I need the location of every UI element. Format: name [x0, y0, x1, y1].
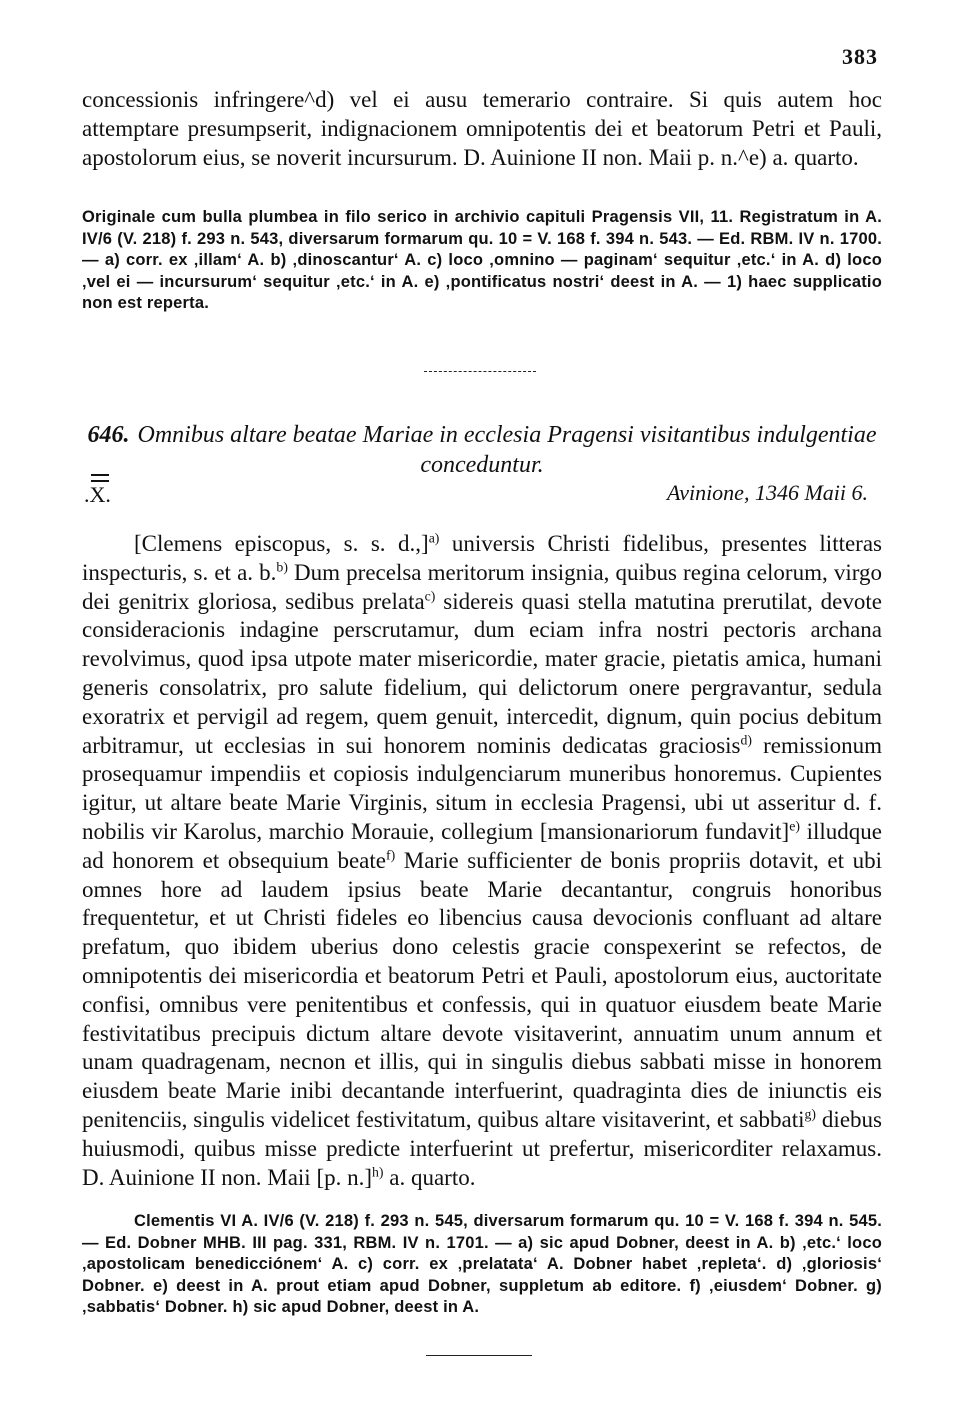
text-segment: remissionum prosequamur impendiis et copiosis indulgenciarum muneribus honoremus. Cupientes igitur, ut altare beate Marie Virginis, situm in ecclesia Pragensi, ubi ut asseritur d. f. nobilis vir Karolus, marchio Morauie, collegium [mansionariorum fundavit] — [82, 732, 882, 844]
previous-document-paragraph: concessionis infringere^d) vel ei ausu temerario contraire. Si quis autem hoc attemptare presumpserit, indignacionem omnipotentis dei et beatorum Petri et Pauli, apostolorum eius, se noverit incursurum. D. Auinione II non. Maii p. n.^e) a. quarto. — [82, 87, 882, 170]
page-number: 383 — [842, 44, 878, 69]
place-date: Avinione, 1346 Maii 6. — [666, 480, 868, 505]
footnote-mark: e) — [789, 818, 800, 834]
previous-document-text — [82, 86, 882, 172]
sigla-bar-icon — [91, 474, 109, 482]
footnote-mark: d) — [740, 731, 753, 747]
text-segment: universis Christi fidelibus, presentes litteras inspecturis, s. et a. b. — [82, 531, 882, 585]
footnote-mark: a) — [428, 530, 440, 546]
section-divider — [424, 371, 536, 372]
text-segment: diebus huiusmodi, quibus misse predicte interfuerint ut prefertur, misericorditer relaxamus. D. Auinione II non. Maii [p. n.] — [82, 1106, 882, 1190]
footnote-mark: g) — [804, 1106, 817, 1122]
document-number: 646. — [87, 422, 130, 448]
footnote-mark: f) — [385, 847, 396, 863]
text-segment: Dum precelsa meritorum insignia, quibus regina celorum, virgo dei genitrix gloriosa, sedibus prelata — [82, 559, 882, 614]
text-segment: [Clemens episcopus, s. s. d.,] — [134, 531, 429, 556]
document-notes — [82, 1211, 882, 1319]
page-end-rule — [426, 1355, 532, 1356]
document-sigla — [84, 474, 111, 508]
previous-document-note: Originale cum bulla plumbea in filo serico in archivio capituli Pragensis VII, 11. Registratum in A. IV/6 (V. 218) f. 293 n. 543, diversarum formarum qu. 10 = V. 168 f. 394 n. 543. — Ed. RBM. IV n. 1700. — a) corr. ex ‚illam‘ A. b) ‚dinoscantur‘ A. c) loco ‚omnino — paginam‘ sequitur ‚etc.‘ in A. d) loco ‚vel ei — incursurum‘ sequitur ‚etc.‘ in A. e) ‚pontificatus nostri‘ deest in A. — 1) haec supplicatio non est reperta. — [82, 208, 882, 312]
document-note: Clementis VI A. IV/6 (V. 218) f. 293 n. 545, diversarum formarum qu. 10 = V. 168 f. 394 n. 545. — Ed. Dobner MHB. III pag. 331, RBM. IV n. 1701. — a) sic apud Dobner, deest in A. b) ‚etc.‘ loco ‚apostolicam benedicciónem‘ A. c) corr. ex ‚prelatata‘ A. Dobner habet ‚repleta‘. d) ‚gloriosis‘ Dobner. e) deest in A. prout etiam apud Dobner, suppletum ab editore. f) ‚eiusdem‘ Dobner. g) ‚sabbatis‘ Dobner. h) sic apud Dobner, deest in A. — [82, 1212, 882, 1316]
document-paragraph — [82, 530, 882, 1192]
footnote-mark: b) — [276, 559, 288, 575]
document-title: Omnibus altare beatae Mariae in ecclesia Pragensi visitantibus indulgentiae conceduntur. — [137, 422, 877, 478]
document-body — [82, 530, 882, 1192]
text-segment: Marie sufficienter de bonis propriis dotavit, et ubi omnes hore ad laudem ipsius beate Marie decantantur, congruis honoribus frequentetur, et ut Christi fideles eo libencius causa devocionis confluant ad altare prefatum, quo ibidem uberius dono celestis gracie conspexerint se refectos, de omnipotentis dei misericordia et beatorum Petri et Pauli, apostolorum eius, auctoritate confisi, omnibus vere penitentibus et confessis, qui in quatuor eiusdem beate Marie festivitatibus precipuis dictum altare devote visitaverint, annuatim unum annum et unam quadragenam, necnon et illis, qui in singulis diebus sabbati misse in honorem eiusdem beate Marie inibi decantande interfuerint, quadraginta dies de iniunctis eis penitenciis, singulis videlicet festivitatum, quibus altare visitaverint, et sabbati — [82, 847, 882, 1132]
text-segment: sidereis quasi stella matutina prerutilat, devote consideracionis indagine perscrutamur, dum eciam infra nostri pectoris archana revolvimus, quod ipsa utpote mater misericordie, mater gracie, pietatis amica, humani generis consolatrix, pro salute fidelium, qui delictorum onere pergravantur, sedula exoratrix et pervigil ad regem, quem genuit, intercedit, dignum, quin pocius debitum arbitramur, ut ecclesias in sui honorem nominis dedicatas graciosis — [82, 588, 882, 758]
document-heading — [82, 420, 882, 480]
text-segment: a. quarto. — [383, 1164, 476, 1190]
footnote-mark: h) — [372, 1163, 384, 1179]
text-segment: illudque ad honorem et obsequium beate — [82, 818, 882, 873]
sigla-text: .X. — [84, 482, 111, 507]
footnote-mark: c) — [424, 587, 436, 603]
previous-document-notes — [82, 207, 882, 315]
